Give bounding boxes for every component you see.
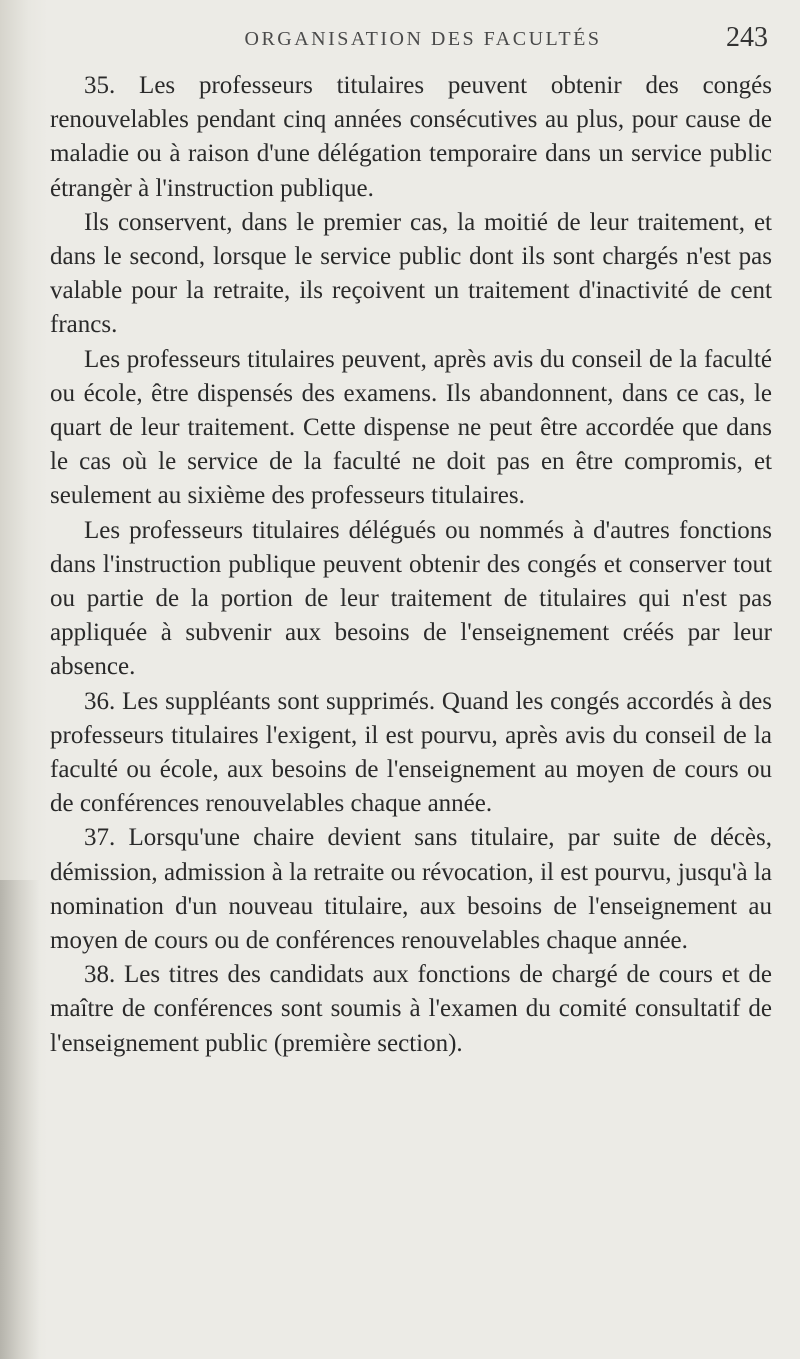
paragraph-37: 37. Lorsqu'une chaire devient sans titulaire, par suite de décès, démission, admission à la retraite ou révocation, il est pourvu, jusqu'à la nomination d'un nouveau titulaire, aux besoins de l'enseignement au moyen de cours ou de conférences renouvelables chaque année. [50, 824, 772, 955]
binding-shadow [0, 880, 40, 1359]
paragraph-35-conservent: Ils conservent, dans le premier cas, la moitié de leur traitement, et dans le second, lorsque le service public dont ils sont chargés n'est pas valable pour la retraite, ils reçoivent un traitement d'inactivité de cent francs. [50, 208, 772, 339]
paragraph-35-delegues: Les professeurs titulaires délégués ou nommés à d'autres fonctions dans l'instruction publique peuvent obtenir des congés et conserver tout ou partie de la portion de leur traitement de titulaires qui n'est pas appliquée à subvenir aux besoins de l'enseignement créés par leur absence. [50, 516, 772, 681]
paragraph-38: 38. Les titres des candidats aux fonctions de chargé de cours et de maître de conférences sont soumis à l'examen du comité consultatif de l'enseignement public (première section). [50, 961, 772, 1057]
paragraph-35-dispense: Les professeurs titulaires peuvent, après avis du conseil de la faculté ou école, être dispensés des examens. Ils abandonnent, dans ce cas, le quart de leur traitement. Cette dispense ne peut être accordée que dans le cas où le service de la faculté ne doit pas en être compromis, et seulement au sixième des professeurs titulaires. [50, 345, 772, 510]
page-header [78, 20, 768, 60]
body-text [50, 69, 772, 1061]
paragraph-36: 36. Les suppléants sont supprimés. Quand les congés accordés à des professeurs titulaires l'exigent, il est pourvu, après avis du conseil de la faculté ou école, aux besoins de l'enseignement au moyen de cours ou de conférences renouvelables chaque année. [50, 687, 772, 818]
running-title: ORGANISATION DES FACULTÉS [244, 28, 602, 50]
paragraph-35: 35. Les professeurs titulaires peuvent obtenir des congés renouvelables pendant cinq années consécutives au plus, pour cause de maladie ou à raison d'une délégation temporaire dans un service public étrangèr à l'instruction publique. [50, 72, 772, 202]
page-number: 243 [726, 22, 768, 53]
